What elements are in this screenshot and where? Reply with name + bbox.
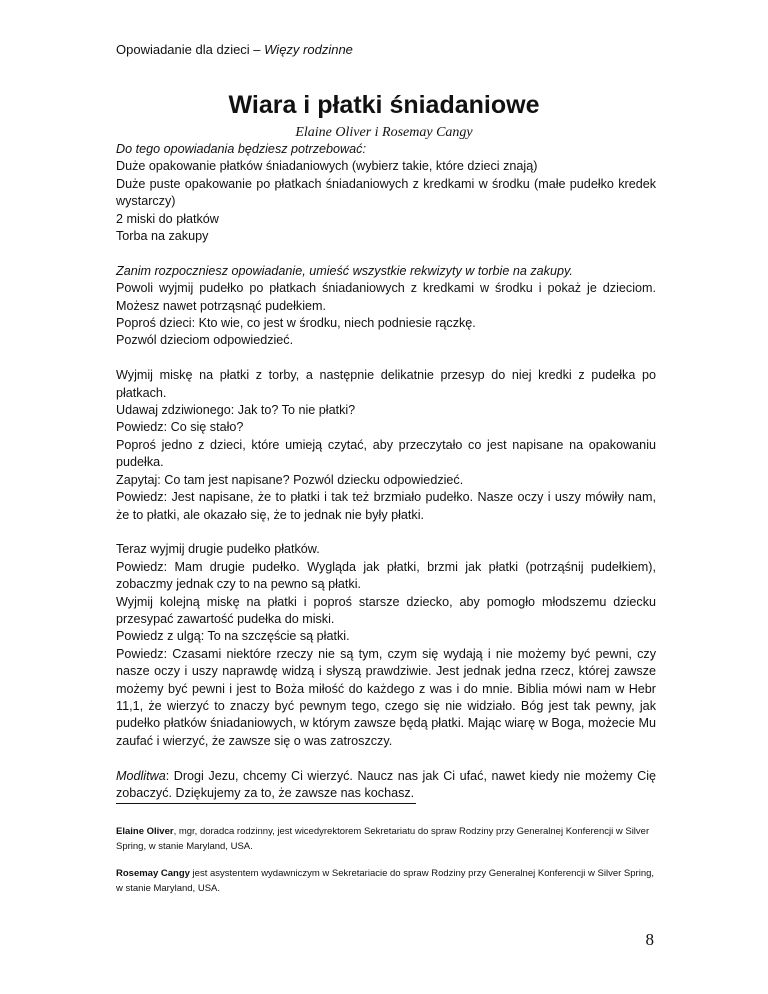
section2-line: Powiedz: Co się stało? <box>116 420 244 435</box>
footnote-divider <box>116 803 416 804</box>
story-title: Wiara i płatki śniadaniowe <box>228 91 540 119</box>
materials-item: Duże puste opakowanie po płatkach śniadaniowych z kredkami w środku (małe pudełko kredek wystarczy) <box>116 176 656 209</box>
author-notes <box>116 824 656 908</box>
prayer-paragraph <box>116 768 656 803</box>
section3-line: Powiedz z ulgą: To na szczęście są płatki. <box>116 629 350 644</box>
section2-line: Wyjmij miskę na płatki z torby, a następnie delikatnie przesyp do niej kredki z pudełka po płatkach. <box>116 368 656 400</box>
prayer-text: : Drogi Jezu, chcemy Ci wierzyć. Naucz nas jak Ci ufać, nawet kiedy nie możemy Cię zobaczyć. Dziękujemy za to, że zawsze nas kochasz. <box>116 768 656 800</box>
section2-line: Zapytaj: Co tam jest napisane? Pozwól dziecku odpowiedzieć. <box>116 472 464 487</box>
author-note-name: Elaine Oliver <box>116 826 174 837</box>
section2-line: Udawaj zdziwionego: Jak to? To nie płatki? <box>116 403 356 418</box>
story-body <box>116 141 656 802</box>
running-header <box>116 42 353 58</box>
header-series-italic: Więzy rodzinne <box>264 42 353 57</box>
section1-line: Poproś dzieci: Kto wie, co jest w środku, niech podniesie rączkę. <box>116 316 476 331</box>
materials-heading: Do tego opowiadania będziesz potrzebować: <box>116 142 366 156</box>
section3-line: Teraz wyjmij drugie pudełko płatków. <box>116 542 320 557</box>
author-note-name: Rosemay Cangy <box>116 868 190 879</box>
author-note-text: jest asystentem wydawniczym w Sekretariacie do spraw Rodziny przy Generalnej Konferencji w Silver Spring, w stanie Maryland, USA. <box>116 868 655 894</box>
section1-intro: Zanim rozpoczniesz opowiadanie, umieść wszystkie rekwizyty w torbie na zakupy. <box>116 263 573 278</box>
section1-line: Powoli wyjmij pudełko po płatkach śniadaniowych z kredkami w środku i pokaż je dzieciom. Możesz nawet potrząsnąć pudełkiem. <box>116 281 656 313</box>
story-authors: Elaine Oliver i Rosemay Cangy <box>295 125 473 140</box>
section3-line: Powiedz: Mam drugie pudełko. Wygląda jak płatki, brzmi jak płatki (potrząśnij pudełkiem), zobaczmy jednak czy to na pewno są płatki. <box>116 559 656 592</box>
section1-line: Pozwól dzieciom odpowiedzieć. <box>116 333 294 348</box>
materials-item: Torba na zakupy <box>116 229 209 244</box>
author-note-text: , mgr, doradca rodzinny, jest wicedyrektorem Sekretariatu do spraw Rodziny przy Generalnej Konferencji w Silver Spring, w stanie Maryland, USA. <box>116 826 650 852</box>
prayer-label: Modlitwa <box>116 768 166 783</box>
author-note <box>116 824 656 854</box>
author-note <box>116 866 656 896</box>
header-series: Opowiadanie dla dzieci – <box>116 42 265 57</box>
section2-line: Poproś jedno z dzieci, które umieją czytać, aby przeczytało co jest napisane na opakowaniu pudełka. <box>116 437 656 470</box>
materials-item: Duże opakowanie płatków śniadaniowych (wybierz takie, które dzieci znają) <box>116 159 538 174</box>
materials-item: 2 miski do płatków <box>116 211 219 226</box>
section2-line: Powiedz: Jest napisane, że to płatki i tak też brzmiało pudełko. Nasze oczy i uszy mówiły nam, że to płatki, ale okazało się, że to jednak nie były płatki. <box>116 490 656 522</box>
page-number: 8 <box>645 930 654 949</box>
section3-line: Wyjmij kolejną miskę na płatki i poproś starsze dziecko, aby pomogło młodszemu dziecku przesypać zawartość pudełka do miski. <box>116 594 656 626</box>
section3-line: Powiedz: Czasami niektóre rzeczy nie są tym, czym się wydają i nie możemy być pewni, czy nasze oczy i uszy naprawdę widzą i słyszą prawdziwie. Jest jednak jedna rzecz, której zawsze możemy być pewni i jest to Boża miłość do każdego z was i do mnie. Biblia mówi nam w Hebr 11,1, że wierzyć to znaczy być pewnym tego, czego się nie widziało. Bóg jest tak pewny, jak pudełko płatków śniadaniowych, w którym zawsze będą płatki. Mając wiarę w Boga, możecie Mu zaufać i wierzyć, że zawsze się o was zatroszczy. <box>116 646 656 748</box>
